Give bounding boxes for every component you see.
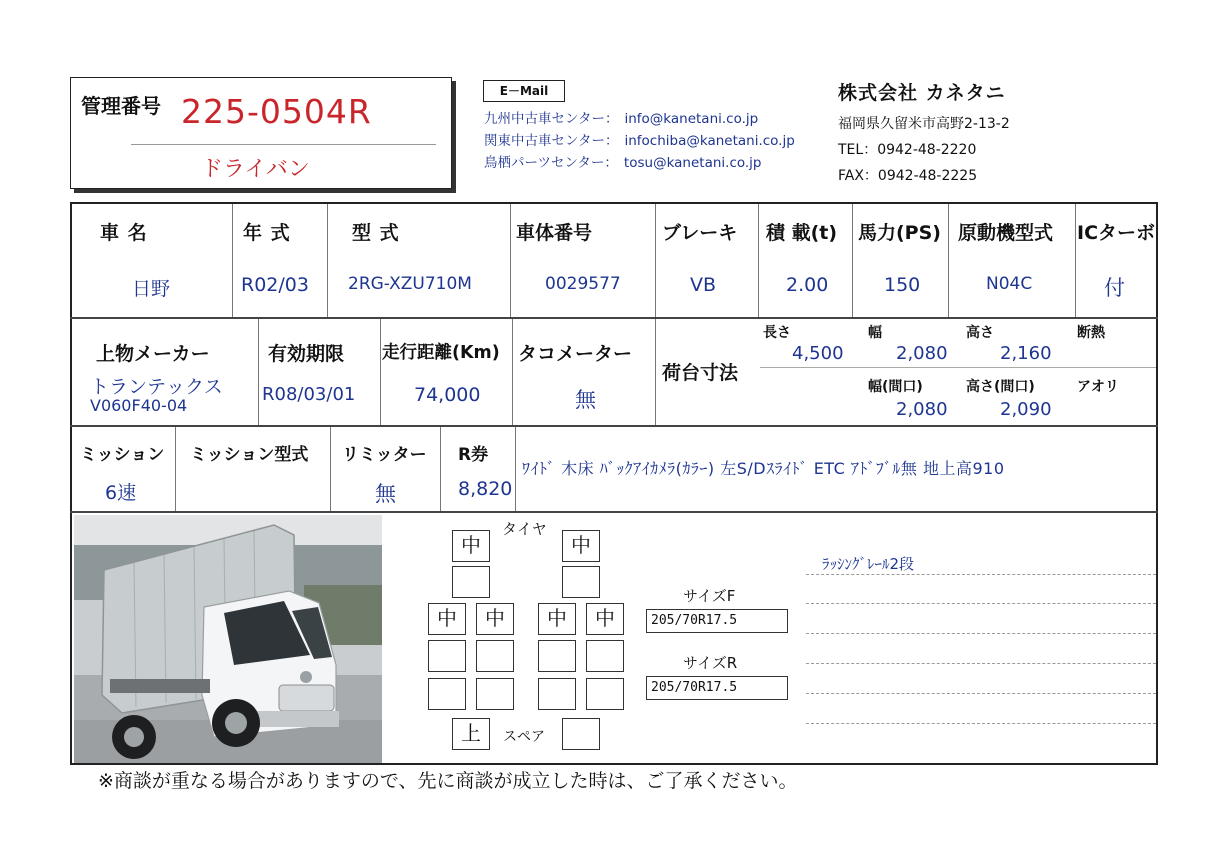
label-inspection-expiry: 有効期限 bbox=[268, 343, 345, 365]
tire-rear-outer-left: 中 bbox=[428, 603, 466, 635]
col-divider bbox=[232, 204, 233, 317]
company-info bbox=[838, 78, 1010, 185]
tire-front-right-empty bbox=[562, 566, 600, 598]
label-body-maker: 上物メーカー bbox=[96, 343, 210, 365]
tire-rear-outer-right: 中 bbox=[586, 603, 624, 635]
value-ic-turbo: 付 bbox=[1104, 276, 1125, 300]
col-divider bbox=[852, 204, 853, 317]
email-center: 九州中古車センター： bbox=[484, 111, 619, 127]
label-inner-width: 幅(間口) bbox=[868, 379, 923, 395]
col-divider bbox=[510, 204, 511, 317]
email-address[interactable]: tosu@kanetani.co.jp bbox=[623, 155, 762, 171]
tire-empty bbox=[476, 678, 514, 710]
value-body-maker-model: V060F40-04 bbox=[90, 396, 188, 415]
note-dash bbox=[806, 693, 1156, 694]
value-year: R02/03 bbox=[241, 274, 309, 296]
tire-rear-inner-right: 中 bbox=[538, 603, 576, 635]
col-divider bbox=[515, 427, 516, 511]
header-year: 年 式 bbox=[243, 222, 291, 244]
value-chassis-number: 0029577 bbox=[545, 274, 621, 294]
email-address[interactable]: info@kanetani.co.jp bbox=[624, 111, 759, 127]
email-row-kanto bbox=[484, 130, 795, 152]
value-load: 2.00 bbox=[786, 274, 829, 296]
email-center: 鳥栖パーツセンター： bbox=[484, 155, 618, 171]
spare-label: スペア bbox=[503, 729, 545, 745]
label-inner-height: 高さ(間口) bbox=[966, 379, 1035, 395]
header-load: 積 載(t) bbox=[766, 222, 838, 244]
col-divider bbox=[330, 427, 331, 511]
col-divider bbox=[1075, 204, 1076, 317]
tire-empty bbox=[476, 640, 514, 672]
size-r-label: サイズR bbox=[683, 654, 738, 672]
value-height: 2,160 bbox=[1000, 343, 1052, 364]
size-f-label: サイズF bbox=[683, 587, 736, 605]
value-inner-width: 2,080 bbox=[896, 399, 948, 420]
label-transmission: ミッション bbox=[80, 445, 165, 465]
email-label: E－Mail bbox=[499, 84, 549, 98]
tire-spare: 上 bbox=[452, 718, 490, 750]
value-limiter: 無 bbox=[375, 482, 396, 506]
tire-front-left-empty bbox=[452, 566, 490, 598]
header-model: 型 式 bbox=[352, 222, 400, 244]
value-r-ticket: 8,820 bbox=[458, 478, 513, 500]
note-dash bbox=[806, 663, 1156, 664]
value-vehicle-name: 日野 bbox=[132, 278, 171, 300]
label-height: 高さ bbox=[966, 325, 994, 341]
label-width: 幅 bbox=[868, 325, 882, 341]
tire-empty bbox=[428, 678, 466, 710]
label-limiter: リミッター bbox=[342, 445, 427, 465]
col-divider bbox=[655, 204, 656, 317]
email-label-box bbox=[483, 80, 565, 102]
label-insulation: 断熱 bbox=[1077, 325, 1105, 341]
value-inspection-expiry: R08/03/01 bbox=[262, 384, 356, 405]
tire-rear-inner-left: 中 bbox=[476, 603, 514, 635]
header-brake: ブレーキ bbox=[662, 222, 738, 244]
email-row-tosu bbox=[484, 152, 795, 174]
value-engine-model: N04C bbox=[986, 274, 1033, 294]
label-length: 長さ bbox=[763, 325, 791, 341]
value-model: 2RG-XZU710M bbox=[348, 274, 472, 294]
header-vehicle-name: 車 名 bbox=[100, 222, 148, 244]
header-engine-model: 原動機型式 bbox=[958, 222, 1054, 244]
company-address: 福岡県久留米市高野2-13-2 bbox=[838, 116, 1010, 132]
label-cargo-dimensions: 荷台寸法 bbox=[662, 362, 739, 384]
col-divider bbox=[258, 319, 259, 425]
value-body-maker: トランテックス bbox=[90, 376, 223, 398]
tire-label: タイヤ bbox=[502, 520, 547, 538]
note-line-1: ﾗｯｼﾝｸﾞﾚｰﾙ2段 bbox=[822, 555, 915, 573]
truck-photo bbox=[74, 515, 382, 763]
tire-empty bbox=[586, 678, 624, 710]
footer-note: ※商談が重なる場合がありますので、先に商談が成立した時は、ご了承ください。 bbox=[98, 770, 798, 792]
col-divider bbox=[327, 204, 328, 317]
note-dash bbox=[806, 574, 1156, 575]
body-type: ドライバン bbox=[201, 157, 310, 182]
truck-image bbox=[74, 515, 382, 763]
tire-front-left: 中 bbox=[452, 530, 490, 562]
row-divider-1 bbox=[70, 317, 1158, 319]
management-box bbox=[70, 77, 452, 189]
col-divider bbox=[655, 319, 656, 425]
label-mileage: 走行距離(Km) bbox=[382, 343, 500, 363]
tire-front-right: 中 bbox=[562, 530, 600, 562]
equipment-notes: ﾜｲﾄﾞ 木床 ﾊﾞｯｸｱｲｶﾒﾗ(ｶﾗｰ) 左S/Dｽﾗｲﾄﾞ ETC ｱﾄﾞﾌﾞﾙ無 地上高910 bbox=[522, 459, 1005, 478]
value-length: 4,500 bbox=[792, 343, 844, 364]
row-divider-2 bbox=[70, 425, 1158, 427]
label-r-ticket: R券 bbox=[458, 445, 489, 465]
col-divider bbox=[758, 204, 759, 317]
col-divider bbox=[175, 427, 176, 511]
note-dash bbox=[806, 603, 1156, 604]
value-horsepower: 150 bbox=[884, 274, 921, 296]
management-number: 225-0504R bbox=[181, 92, 372, 131]
tire-spare-empty bbox=[562, 718, 600, 750]
tire-empty bbox=[538, 678, 576, 710]
tire-empty bbox=[538, 640, 576, 672]
email-row-kyushu bbox=[484, 108, 795, 130]
email-address[interactable]: infochiba@kanetani.co.jp bbox=[624, 133, 795, 149]
col-divider bbox=[512, 319, 513, 425]
header-chassis-number: 車体番号 bbox=[516, 222, 593, 244]
note-dash bbox=[806, 723, 1156, 724]
email-center: 関東中古車センター： bbox=[484, 133, 619, 149]
col-divider bbox=[948, 204, 949, 317]
tire-empty bbox=[586, 640, 624, 672]
size-f-value: 205/70R17.5 bbox=[646, 609, 788, 633]
management-divider bbox=[131, 144, 436, 145]
cargo-divider bbox=[760, 367, 1156, 368]
value-brake: VB bbox=[690, 274, 717, 296]
value-transmission: 6速 bbox=[105, 482, 137, 504]
note-dash bbox=[806, 633, 1156, 634]
company-tel: TEL：0942-48-2220 bbox=[838, 142, 977, 158]
email-list bbox=[484, 108, 795, 174]
col-divider bbox=[380, 319, 381, 425]
header-ic-turbo: ICターボ bbox=[1077, 222, 1156, 244]
company-fax: FAX：0942-48-2225 bbox=[838, 168, 978, 184]
company-name: 株式会社 カネタニ bbox=[838, 82, 1006, 104]
size-r-value: 205/70R17.5 bbox=[646, 676, 788, 700]
col-divider bbox=[440, 427, 441, 511]
value-width: 2,080 bbox=[896, 343, 948, 364]
label-tailgate: アオリ bbox=[1077, 379, 1119, 395]
value-mileage: 74,000 bbox=[414, 384, 481, 406]
header-horsepower: 馬力(PS) bbox=[858, 222, 941, 244]
value-tachometer: 無 bbox=[575, 388, 596, 412]
tire-empty bbox=[428, 640, 466, 672]
label-transmission-type: ミッション型式 bbox=[190, 445, 309, 465]
row-divider-3 bbox=[70, 511, 1158, 513]
label-tachometer: タコメーター bbox=[518, 343, 633, 365]
management-label: 管理番号 bbox=[81, 94, 161, 118]
value-inner-height: 2,090 bbox=[1000, 399, 1052, 420]
